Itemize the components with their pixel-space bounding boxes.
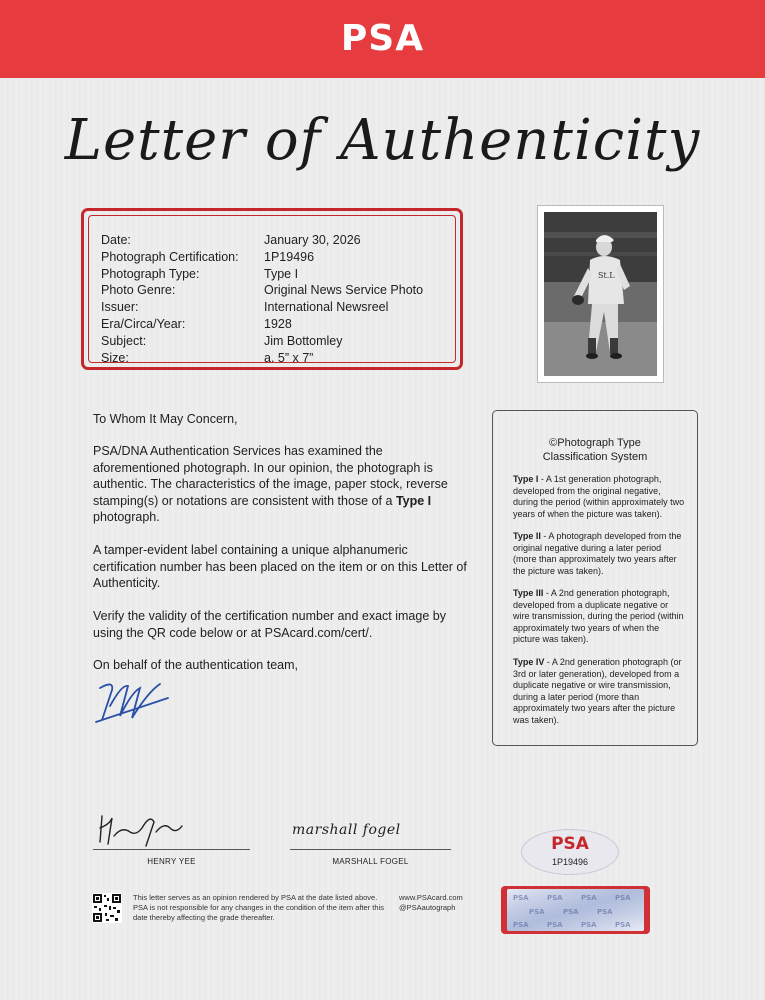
svg-text:PSA: PSA <box>581 894 597 902</box>
psa-header-bar <box>0 0 765 78</box>
svg-text:PSA: PSA <box>513 894 529 902</box>
svg-text:PSA: PSA <box>615 894 631 902</box>
svg-text:PSA: PSA <box>547 894 563 902</box>
type-iv-definition: Type IV - A 2nd generation photograph (or 3rd or later generation), developed from a duplicate negative or wire transmission, during a later period (more than approximately two years after the picture was taken). <box>513 657 682 725</box>
details-box: Date: January 30, 2026 Photograph Certification: 1P19496 Photograph Type: Type I Photo Genre: Original News Service Photo Issuer: International Newsreel Era/Circa/Year: 1928 Subject: Jim Bottomley Size: a. 5” x 7” <box>81 208 463 370</box>
svg-text:St.L: St.L <box>598 271 615 280</box>
authenticator-signature <box>92 676 172 726</box>
type-iii-definition: Type III - A 2nd generation photograph, developed from a duplicate negative or wire transmission, during the period (within approximately two years of when the picture was taken). <box>513 588 684 644</box>
salutation: To Whom It May Concern, <box>93 412 238 426</box>
psa-hologram-sticker <box>521 829 619 875</box>
paragraph-label: A tamper-evident label containing a unique alphanumeric certification number has been placed on the item or on this Letter of Authenticity. <box>93 543 467 590</box>
hologram-security-label <box>501 886 650 934</box>
paragraph-verify: Verify the validity of the certification number and exact image by using the QR code below or at PSAcard.com/cert/. <box>93 609 446 640</box>
subject-photograph <box>537 205 664 383</box>
footer-social-handle: @PSAautograph <box>399 903 456 912</box>
sticker-psa-logo: PSA <box>551 834 589 854</box>
marshall-fogel-signature: marshall fogel <box>292 822 401 838</box>
paragraph-examination: PSA/DNA Authentication Services has examined the aforementioned photograph. In our opinion, the photograph is authentic. The characteristics of the image, paper stock, reverse stamping(s) or notations are consistent with those of a Type I photograph. <box>93 444 448 524</box>
henry-yee-signature <box>96 806 186 848</box>
signatory-marshall-fogel: MARSHALL FOGEL <box>332 857 409 866</box>
svg-text:PSA: PSA <box>513 921 529 929</box>
baseball-player-photo <box>544 212 657 376</box>
svg-text:PSA: PSA <box>563 908 579 916</box>
footer-website-link[interactable]: www.PSAcard.com <box>399 893 463 902</box>
svg-text:PSA: PSA <box>581 921 597 929</box>
signature-line-right <box>290 849 451 850</box>
signatory-henry-yee: HENRY YEE <box>147 857 196 866</box>
svg-text:PSA: PSA <box>529 908 545 916</box>
svg-text:PSA: PSA <box>615 921 631 929</box>
closing-line: On behalf of the authentication team, <box>93 658 298 672</box>
page-title: Letter of Authenticity <box>64 108 701 173</box>
svg-text:PSA: PSA <box>547 921 563 929</box>
signature-line-left <box>93 849 250 850</box>
classification-title: ©Photograph Type Classification System <box>542 437 648 463</box>
psa-logo: PSA <box>340 18 425 59</box>
qr-code-icon[interactable] <box>92 893 122 923</box>
classification-box <box>492 410 698 746</box>
type-ii-definition: Type II - A photograph developed from the original negative during a later period (more than approximately two years after the picture was taken). <box>513 531 682 576</box>
type-i-definition: Type I - A 1st generation photograph, developed from the original negative, during the period (within approximately two years of when the picture was taken). <box>513 474 685 519</box>
svg-text:PSA: PSA <box>597 908 613 916</box>
sticker-cert-number: 1P19496 <box>551 857 589 867</box>
footer-disclaimer: This letter serves as an opinion rendered by PSA at the date listed above. PSA is not responsible for any changes in the condition of the item after this date thereby affecting the grade thereafter. <box>133 893 384 922</box>
